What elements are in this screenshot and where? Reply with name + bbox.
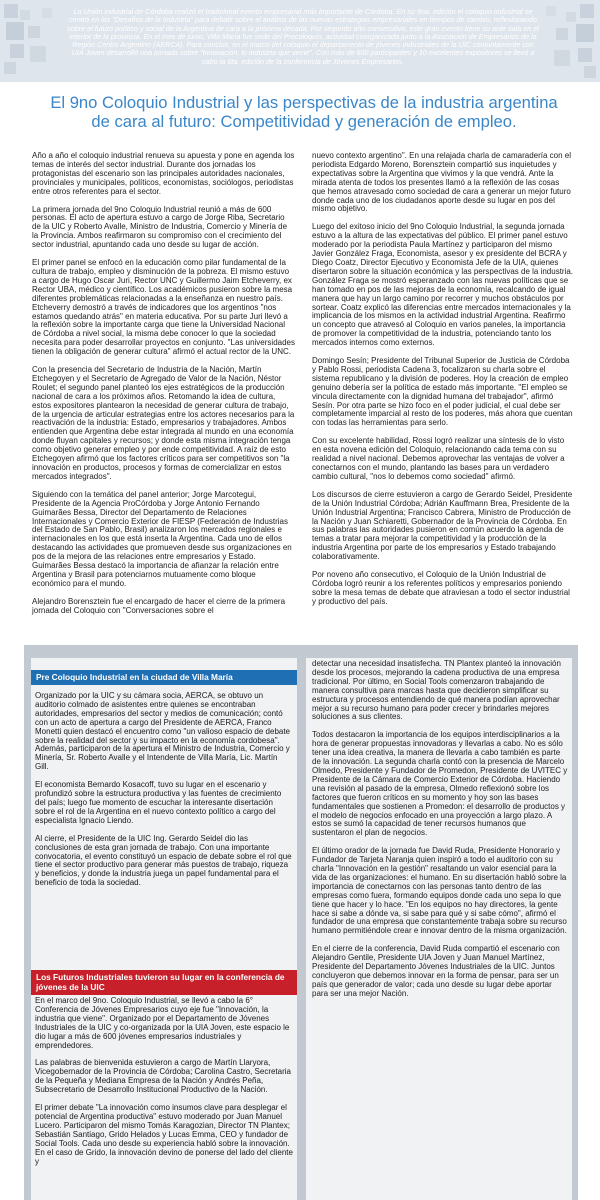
intro-paragraph: La Unión industrial de Córdoba realizó el tradicional evento empresarial más importante de Córdoba. En su 9na. edición el coloquio industrial se centró en las "Desafíos de la Industria" para debatir sobre el análisis de las nuevas estrategias empresariales en tiempos de cambio, reflexionando sobre el futuro político y social de la Argentina de cara a la próxima década. Por segundo año consecutivo, este gran evento tiene su ante sala en el interior de la provincia. En el mes de junio, Villa María fue sede del Precoloquio, actividad coorganizada junto a la Asociación de Empresarios de la Región Centro Argentino (AERCA). Para concluir, en el marco del coloquio el departamento de jóvenes industriales de la UIC conjuntamente con UIA Joven desarrolló una jornada sobre "Innovación, lo industria que viene". Con más de 600 participantes y 10 excelentes expositores se llevó a cabo la 6ta. edición de la conferencia de Jóvenes Empresarios. [67, 7, 539, 66]
paragraph: La primera jornada del 9no Coloquio Industrial reunió a más de 600 personas. El acto de apertura estuvo a cargo de Jorge Riba, Secretario de la UIC y Roberto Avalle, Ministro de Industria, Comercio y Minería de la Provincia. Ambos reafirmaron su compromiso con el crecimiento del sector industrial, apuntando cada uno desde su lugar de acción. [32, 204, 288, 250]
decorative-squares-left [0, 0, 70, 82]
section-body-jovenes-continued [312, 660, 568, 1008]
article-column-right [312, 152, 574, 616]
paragraph: Con su excelente habilidad, Rossi logró realizar una síntesis de lo visto en esta novena edición del Coloquio, relacionando cada tema con su realidad a nivel nacional. Debemos aprovechar las ventajas de volver a conectarnos con el mundo, plantando las bases para un verdadero cambio cultural, "nos lo debemos como sociedad" afirmó. [312, 436, 565, 481]
paragraph: En el cierre de la conferencia, David Ruda compartió el escenario con Alejandro Gentile, Presidente UIA Joven y Juan Manuel Martínez, Presidente del Departamento Jóvenes Industriales de la UIC. Juntos concluyeron que debemos innovar en la forma de pensar, para ser un país que generador de valor; cada uno desde su lugar debe aportar para ser una mejor Nación. [312, 944, 560, 998]
paragraph: El economista Bernardo Kosacoff, tuvo su lugar en el escenario y profundizó sobre la estructura productiva y las fuentes de crecimiento del país; luego fue momento de escuchar la interesante disertación sobre el rol de la Argentina en el nuevo contexto político a cargo del especialista Ignacio Liendo. [35, 780, 282, 825]
paragraph: Todos destacaron la importancia de los equipos interdisciplinarios a la hora de generar propuestas innovadoras y llevarlas a cabo. No es sólo tener una idea creativa, la manera de llevarla a cabo también es parte de la innovación. La segunda charla contó con la presencia de Marcelo Olmedo, Presidente y Fundador de Promedon, Presidente de UVITEC y Presidente de la Cámara de Comercio Exterior de Córdoba. Haciendo una revisión al pasado de la empresa, Olmedo reflexionó sobre los factores que fueron críticos en su momento y hoy son las bases fundamentales que sostienen a Promedon: el desarrollo de productos y el modelo de negocios enfocado en una proyección a largo plazo. A estos se sumó la capacidad de tener recursos humanos que sustentaron el plan de negocios. [312, 730, 568, 838]
paragraph: Organizado por la UIC y su cámara socia, AERCA, se obtuvo un auditorio colmado de asistentes entre quienes se encontraban autoridades, empresarios del sector y medios de comunicación; contó con un acto de apertura a cargo del Presidente de AERCA, Franco Monetti quien destacó el encuentro como "un valioso espacio de debate sobre la realidad del sector y su impacto en la economía cordobesa". Además, participaron de la apertura el Ministro de Industria, Comercio y Minería, Sr. Roberto Avalle y el Intendente de Villa María, Lic. Martín Gill. [35, 691, 291, 772]
paragraph: Alejandro Borensztein fue el encargado de hacer el cierre de la primera jornada del Coloquio con "Conversaciones sobre el [32, 596, 286, 615]
paragraph: Las palabras de bienvenida estuvieron a cargo de Martín Llaryora, Vicegobernador de la Provincia de Córdoba; Carolina Castro, Secretaria de la Pequeña y Mediana Empresa de la Nación y Andrés Peña, Subsecretario de Desarrollo Institucional Productivo de la Nación. [35, 1058, 291, 1095]
paragraph: Domingo Sesín; Presidente del Tribunal Superior de Justicia de Córdoba y Pablo Rossi, periodista Cadena 3, focalizaron su charla sobre el sistema republicano y la división de poderes. Hoy la creación de empleo genuino debería ser la política de estado más importante. "El empleo se vincula directamente con la dignidad humana del trabajador", afirmó Sesín. Por otra parte se hizo foco en el poder judicial, el cual debe ser completamente imparcial al resto de los poderes, más ahora que cuentan con todas las herramientas para serlo. [312, 356, 573, 428]
paragraph: nuevo contexto argentino". En una relajada charla de camaradería con el periodista Edgardo Moreno, Borensztein compartió sus inquietudes y expectativas sobre la Argentina que vivimos y la que vendrá. Ante la mirada atenta de todos los presentes llamó a la reflexión de las cosas que hemos atravesado como sociedad de cara a generar un mejor futuro donde cada uno de los ciudadanos aporte desde su lugar en pos del mismo objetivo. [312, 151, 572, 214]
paragraph: Año a año el coloquio industrial renueva su apuesta y pone en agenda los temas de interés del sector industrial. Durante dos jornadas los protagonistas del escenario son las principales autoridades nacionales, provinciales y municipales, políticos, economistas, sociólogos, periodistas entre otros referentes para el sector. [32, 151, 295, 196]
paragraph: Al cierre, el Presidente de la UIC Ing. Gerardo Seidel dio las conclusiones de esta gran jornada de trabajo. Con una importante convocatoria, el evento constituyó un espacio de debate sobre el rol que tiene el sector productivo para generar más puestos de trabajo, riqueza y beneficios, y donde la industria juega un papel fundamental para el beneficio de toda la sociedad. [35, 833, 292, 888]
section-heading-jovenes: Los Futuros Industriales tuvieron su lugar en la conferencia de jóvenes de la UIC [31, 970, 297, 995]
paragraph: Siguiendo con la temática del panel anterior; Jorge Marcotegui, Presidente de la Agencia ProCórdoba y Jorge Antonio Fernando Guimarães Bessa, Director del Departamento de Relaciones Internacionales y Comercio Exterior de FIESP (Federación de Industrias del Estado de San Pablo, Brasil) analizaron los mercados regionales e internacionales en los que está inserta la Argentina. Cada uno de ellos destacando las actividades que promueven desde sus organizaciones en pos de la mejora de las relaciones entre empresarios y Estado. Guimarães Bessa destacó la importancia de afianzar la relación entre Argentina y Brasil para potenciarnos mutuamente como bloque económico para el mundo. [32, 489, 292, 588]
section-body-precoloquio [35, 692, 293, 897]
paragraph: En el marco del 9no. Coloquio Industrial, se llevó a cabo la 6° Conferencia de Jóvenes Empresarios cuyo eje fue "Innovación, la industria que viene". Organizado por el Departamento de Jóvenes Industriales de la UIC y co-organizada por la UIA Joven, este espacio le dio lugar a más de 600 jóvenes empresarios industriales y emprendedores. [35, 996, 290, 1050]
paragraph: El último orador de la jornada fue David Ruda, Presidente Honorario y Fundador de Tarjeta Naranja quien inspiró a todo el auditorio con su charla "Innovación en la gestión" resaltando un valor esencial para la vida de las organizaciones: el humano. En su disertación habló sobre la importancia de conectarnos con las personas tanto dentro de las empresas como fuera, formando equipos donde cada uno sepa lo que tiene que hacer y lo hace. "En los equipos no hay directores, la gente hace si sabe a dónde va, si sabe para qué y si sabe cómo", afirmó el fundador de una empresa que constantemente trabaja sobre su recurso humano permitiéndole crear e innovar dentro de la misma organización. [312, 846, 567, 936]
header-band [0, 0, 600, 82]
paragraph: El primer panel se enfocó en la educación como pilar fundamental de la cultura de trabajo, empleo y disminución de la pobreza. El mismo estuvo a cargo de Hugo Oscar Juri, Rector UNC y Guillermo Jaim Etcheverry, ex Rector UBA, médico y científico. Los académicos pusieron sobre la mesa diferentes problemáticas relacionadas a la enseñanza en nuestro país. Etcheverry demostró a través de indicadores que los argentinos "nos estamos quedando atrás" en materia educativa. Por su parte Juri llevó a la reflexión sobre la importante carga que tiene la Universidad Nacional de Córdoba a nivel social, la misma debe conocer lo que la sociedad necesita para poder desarrollar proyectos en conjunto. "Las universidades tienen la obligación de generar cultura" afirmó el actual rector de la UNC. [32, 258, 295, 357]
paragraph: Los discursos de cierre estuvieron a cargo de Gerardo Seidel, Presidente de la Unión Industrial Córdoba; Adrián Kauffmann Brea, Presidente de la Unión Industrial Argentina; Francisco Cabrera, Ministro de Producción de la Nación y Juan Schiaretti, Gobernador de la Provincia de Córdoba. En sus palabras las autoridades pusieron en común acuerdo la agenda de temas a tratar para mejorar la competitividad y la producción de la industria Argentina por parte de los empresarios y Estado trabajando colaborativamente. [312, 489, 573, 562]
article-column-left [32, 152, 295, 625]
section-heading-precoloquio: Pre Coloquio Industrial en la ciudad de Villa María [31, 670, 297, 685]
paragraph: Por noveno año consecutivo, el Coloquio de la Unión Industrial de Córdoba logró reunir a los referentes políticos y empresarios poniendo sobre la mesa temas de debate que atraviesan a todo el sector industrial y productivo del país. [312, 570, 570, 606]
panel-column-right [306, 658, 572, 1200]
panel-column-left [31, 658, 297, 1200]
article-title: El 9no Coloquio Industrial y las perspectivas de la industria argentina de cara al futuro: Competitividad y generación de empleo. [50, 93, 558, 131]
paragraph: Con la presencia del Secretario de Industria de la Nación, Martín Etchegoyen y el Secretario de Agregado de Valor de la Nación, Néstor Roulet; el segundo panel planteó los ejes estratégicos de la producción nacional de cara a los próximos años. Retomando la idea de cultura, estos expositores plantearon la necesidad de generar cultura de trabajo, de la urgencia de articular estrategias entre los actores necesarios para la reactivación de la industria: Estado, empresarios y trabajadores. Ambos entienden que Argentina debe estar integrada al mundo en una economía donde fluyan capitales y recursos; y donde esta misma integración tenga como objetivo generar empleo y por ende competitividad. A raíz de esto Etchegoyen afirmó que los factores críticos para ser competitivos son "la innovación en productos, procesos y formas de comercializar en estos mercados integrados". [32, 365, 295, 481]
paragraph: detectar una necesidad insatisfecha. TN Plantex planteó la innovación desde los procesos, mejorando la cadena productiva de una empresa tradicional. Por último, en Social Tools comenzaron trabajando de manera consultiva para marcas hasta que decidieron simplificar su estructura y procesos entendiendo de qué manera podían aprovechar mejor a su recurso humano para poder crecer y brindarles mejores soluciones a sus clientes. [312, 659, 561, 722]
section-body-jovenes [35, 997, 293, 1175]
paragraph: El primer debate "La innovación como insumos clave para desplegar el potencial de Argentina productiva" estuvo moderado por Juan Manuel Lucero. Participaron del mismo Tomás Karagozian, Director TN Plantex; Sebastián Santiago, Grido Helados y Lucas Emma, CEO y fundador de Social Tools. Cada uno desde su experiencia habló sobre la innovación. En el caso de Grido, la innovación devino de ponerse del lado del cliente y [35, 1103, 293, 1166]
decorative-squares-right [530, 0, 600, 82]
paragraph: Luego del exitoso inicio del 9no Coloquio Industrial, la segunda jornada estuvo a la altura de las expectativas del público. El primer panel estuvo moderado por la periodista Paula Martínez y participaron del mismo Javier González Fraga, Economista, asesor y ex presidente del BCRA y Diego Coatz, Director Ejecutivo y Economista Jefe de la UIA, quienes disertaron sobre la situación económica y las perspectivas de la industria. González Fraga se mostró esperanzado con las nuevas políticas que se han tomado en pos de las mejoras de la economía, recalcando de igual manera que hay un largo camino por recorrer y muchos obstáculos por sortear. Coatz explicó las diferencias entre mercados internacionales y la implicancia de los mismos en la actividad industrial Argentina. Reafirmo un concepto que atravesó al Coloquio en varios paneles, la importancia de promover la competitividad de la industria, potenciando tanto los mercados internos como externos. [312, 222, 574, 348]
